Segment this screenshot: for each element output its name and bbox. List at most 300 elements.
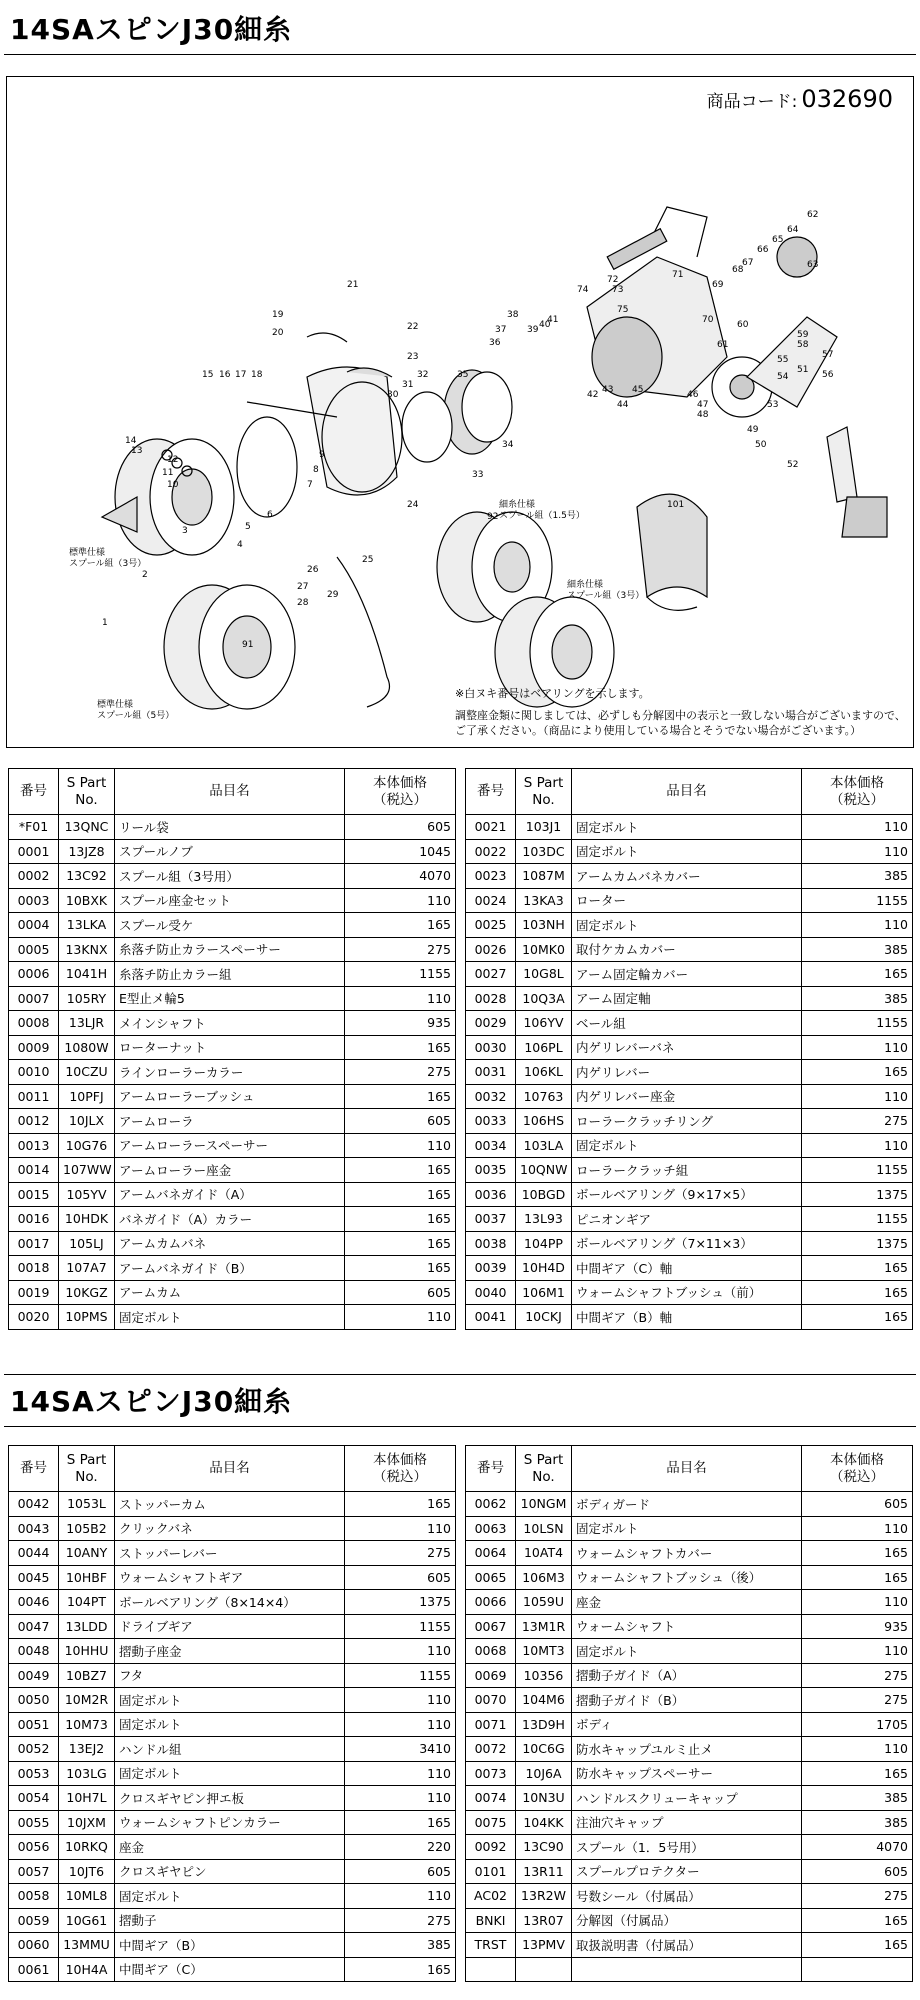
svg-text:31: 31 <box>402 380 414 390</box>
table-row <box>466 1810 913 1835</box>
table-header-row <box>466 1446 913 1492</box>
part-price: 275 <box>802 1688 913 1713</box>
table-row <box>466 864 913 889</box>
svg-text:45: 45 <box>632 385 644 395</box>
part-code: 103LA <box>516 1133 572 1158</box>
part-price: 165 <box>345 913 456 938</box>
part-name: アームカム <box>115 1280 345 1305</box>
svg-text:33: 33 <box>472 470 484 480</box>
part-index: 0004 <box>9 913 59 938</box>
svg-text:51: 51 <box>797 365 809 375</box>
part-price: 605 <box>345 1109 456 1134</box>
table-row <box>466 839 913 864</box>
part-code: 10G8L <box>516 962 572 987</box>
part-price: 110 <box>802 839 913 864</box>
part-price: 165 <box>345 1256 456 1281</box>
part-name: 固定ボルト <box>115 1761 345 1786</box>
spool-fine3-label-1: 細糸仕様 <box>567 580 604 590</box>
table-row <box>466 1541 913 1566</box>
product-code-value: 032690 <box>801 85 893 113</box>
part-code: 1080W <box>59 1035 115 1060</box>
part-index: 0048 <box>9 1639 59 1664</box>
header-price: 本体価格 （税込） <box>345 769 456 815</box>
part-index: 0058 <box>9 1884 59 1909</box>
svg-text:24: 24 <box>407 500 419 510</box>
table-row <box>9 1565 456 1590</box>
header-part-no: S Part No. <box>59 1446 115 1492</box>
part-price: 110 <box>345 1688 456 1713</box>
part-code: 10356 <box>516 1663 572 1688</box>
part-index: 0005 <box>9 937 59 962</box>
table-row <box>466 1060 913 1085</box>
part-code: 10LSN <box>516 1516 572 1541</box>
part-code: 106M1 <box>516 1280 572 1305</box>
part-index: 0068 <box>466 1639 516 1664</box>
part-price: 110 <box>802 815 913 840</box>
part-index: AC02 <box>466 1884 516 1909</box>
title-rule-2 <box>4 1426 916 1427</box>
table-row <box>466 1207 913 1232</box>
part-code: 13D9H <box>516 1712 572 1737</box>
part-price: 605 <box>802 1859 913 1884</box>
part-price: 165 <box>802 1305 913 1330</box>
part-code: 106PL <box>516 1035 572 1060</box>
table-row <box>466 1761 913 1786</box>
header-part-no: S Part No. <box>59 769 115 815</box>
header-price: 本体価格 （税込） <box>802 769 913 815</box>
svg-text:69: 69 <box>712 280 724 290</box>
table-row <box>466 1256 913 1281</box>
part-index: 0032 <box>466 1084 516 1109</box>
part-code: 10Q3A <box>516 986 572 1011</box>
part-name: 固定ボルト <box>115 1884 345 1909</box>
part-index: 0057 <box>9 1859 59 1884</box>
header-price: 本体価格 （税込） <box>345 1446 456 1492</box>
part-price: 385 <box>802 986 913 1011</box>
svg-text:68: 68 <box>732 265 744 275</box>
svg-text:47: 47 <box>697 400 709 410</box>
part-code: 1087M <box>516 864 572 889</box>
part-code: 10MT3 <box>516 1639 572 1664</box>
part-index: 0026 <box>466 937 516 962</box>
svg-text:19: 19 <box>272 310 284 320</box>
part-code: 105LJ <box>59 1231 115 1256</box>
svg-text:16: 16 <box>219 370 231 380</box>
part-name: アームバネガイド（B） <box>115 1256 345 1281</box>
part-price: 165 <box>345 1957 456 1982</box>
svg-text:38: 38 <box>507 310 519 320</box>
svg-text:66: 66 <box>757 245 769 255</box>
svg-text:74: 74 <box>577 285 589 295</box>
part-price: 110 <box>345 1761 456 1786</box>
part-index: 0038 <box>466 1231 516 1256</box>
part-name: ラインローラーカラー <box>115 1060 345 1085</box>
part-price: 110 <box>345 986 456 1011</box>
table-row <box>9 815 456 840</box>
part-index: 0029 <box>466 1011 516 1036</box>
table-row <box>9 1639 456 1664</box>
part-price: 165 <box>345 1492 456 1517</box>
part-name: 中間ギア（C） <box>115 1957 345 1982</box>
part-code: 1053L <box>59 1492 115 1517</box>
part-name: アームカムバネカバー <box>572 864 802 889</box>
part-index: 0007 <box>9 986 59 1011</box>
part-price: 110 <box>345 1516 456 1541</box>
exploded-diagram <box>6 76 914 748</box>
svg-text:92: 92 <box>487 512 499 522</box>
part-code: 13KNX <box>59 937 115 962</box>
table-row <box>9 1835 456 1860</box>
part-index: 0069 <box>466 1663 516 1688</box>
part-code: 13LJR <box>59 1011 115 1036</box>
part-code: 104PT <box>59 1590 115 1615</box>
part-index: 0020 <box>9 1305 59 1330</box>
part-price: 110 <box>802 1639 913 1664</box>
part-price: 275 <box>802 1109 913 1134</box>
part-code: 10RKQ <box>59 1835 115 1860</box>
part-price: 385 <box>802 1786 913 1811</box>
part-name: ストッパーレバー <box>115 1541 345 1566</box>
part-code: 13KA3 <box>516 888 572 913</box>
svg-text:50: 50 <box>755 440 767 450</box>
header-name: 品目名 <box>115 1446 345 1492</box>
part-code: 107A7 <box>59 1256 115 1281</box>
part-price: 165 <box>345 1810 456 1835</box>
part-price: 110 <box>345 1305 456 1330</box>
part-index: 0009 <box>9 1035 59 1060</box>
part-name: リール袋 <box>115 815 345 840</box>
part-price: 385 <box>345 1933 456 1958</box>
part-index: BNKI <box>466 1908 516 1933</box>
part-code: 13LKA <box>59 913 115 938</box>
part-price: 165 <box>345 1035 456 1060</box>
part-price: 110 <box>802 913 913 938</box>
svg-text:65: 65 <box>772 235 784 245</box>
table-row <box>9 1761 456 1786</box>
part-index: 0045 <box>9 1565 59 1590</box>
table-row <box>9 1859 456 1884</box>
part-code: 13R11 <box>516 1859 572 1884</box>
part-code: 10C6G <box>516 1737 572 1762</box>
svg-text:101: 101 <box>667 500 685 510</box>
spool-std5-drawing <box>164 585 295 709</box>
part-code: 105B2 <box>59 1516 115 1541</box>
part-name: 固定ボルト <box>572 839 802 864</box>
part-price: 935 <box>345 1011 456 1036</box>
part-name: ウォームシャフト <box>572 1614 802 1639</box>
part-index: 0033 <box>466 1109 516 1134</box>
page-title: 14SAスピンJ30細糸 <box>10 13 293 46</box>
part-name: ハンドル組 <box>115 1737 345 1762</box>
part-index: 0028 <box>466 986 516 1011</box>
part-code: 104PP <box>516 1231 572 1256</box>
part-name: 摺動子ガイド（B） <box>572 1688 802 1713</box>
part-code: 10H4A <box>59 1957 115 1982</box>
clutch-drawing <box>402 370 512 462</box>
table-header-row <box>9 769 456 815</box>
part-code: 1059U <box>516 1590 572 1615</box>
part-name: 摺動子ガイド（A） <box>572 1663 802 1688</box>
part-index: 0016 <box>9 1207 59 1232</box>
svg-text:27: 27 <box>297 582 309 592</box>
header-no: 番号 <box>9 769 59 815</box>
part-name: ウォームシャフトブッシュ（後） <box>572 1565 802 1590</box>
table-row <box>9 1663 456 1688</box>
part-name: ハンドルスクリューキャップ <box>572 1786 802 1811</box>
part-price: 605 <box>345 1859 456 1884</box>
part-code: 13EJ2 <box>59 1737 115 1762</box>
table-row <box>466 986 913 1011</box>
table-row <box>466 1859 913 1884</box>
part-price: 4070 <box>802 1835 913 1860</box>
part-name: ローラークラッチリング <box>572 1109 802 1134</box>
part-index: 0001 <box>9 839 59 864</box>
svg-text:8: 8 <box>313 465 319 475</box>
part-price: 165 <box>345 1231 456 1256</box>
part-price: 605 <box>345 1565 456 1590</box>
part-name: 取扱説明書（付属品） <box>572 1933 802 1958</box>
part-name: ローラークラッチ組 <box>572 1158 802 1183</box>
body-drawing <box>587 207 727 397</box>
part-code: 105RY <box>59 986 115 1011</box>
part-price: 605 <box>345 1280 456 1305</box>
part-name: 中間ギア（C）軸 <box>572 1256 802 1281</box>
part-name: 糸落チ防止カラースペーサー <box>115 937 345 962</box>
part-index: 0030 <box>466 1035 516 1060</box>
part-name: 中間ギア（B） <box>115 1933 345 1958</box>
part-price: 110 <box>802 1590 913 1615</box>
part-price: 110 <box>802 1737 913 1762</box>
part-index: 0037 <box>466 1207 516 1232</box>
part-index: 0014 <box>9 1158 59 1183</box>
table-row <box>466 888 913 913</box>
part-name: 固定ボルト <box>572 815 802 840</box>
part-name: メインシャフト <box>115 1011 345 1036</box>
header-price: 本体価格 （税込） <box>802 1446 913 1492</box>
part-code: 10H7L <box>59 1786 115 1811</box>
svg-text:22: 22 <box>407 322 419 332</box>
parts-table-2-right <box>465 1445 913 1982</box>
svg-text:21: 21 <box>347 280 359 290</box>
part-index: 0074 <box>466 1786 516 1811</box>
part-price: 275 <box>345 937 456 962</box>
header-name: 品目名 <box>572 1446 802 1492</box>
table-row <box>9 986 456 1011</box>
part-index: 0015 <box>9 1182 59 1207</box>
part-index: 0071 <box>466 1712 516 1737</box>
part-name: アームローラー座金 <box>115 1158 345 1183</box>
part-index: 0072 <box>466 1737 516 1762</box>
table-row <box>466 815 913 840</box>
part-name: クロスギヤピン <box>115 1859 345 1884</box>
part-index: 0056 <box>9 1835 59 1860</box>
washer-note-1: 調整座金類に関しましては、必ずしも分解図中の表示と一致しない場合がございますので、 <box>455 709 906 722</box>
part-name: 中間ギア（B）軸 <box>572 1305 802 1330</box>
part-code: 10HBF <box>59 1565 115 1590</box>
table-header-row <box>9 1446 456 1492</box>
table-row <box>9 1933 456 1958</box>
part-name: 内ゲリレバー <box>572 1060 802 1085</box>
part-code: 10M2R <box>59 1688 115 1713</box>
parts-table-1-left <box>8 768 456 1330</box>
table-row <box>466 1109 913 1134</box>
part-name: スプール座金セット <box>115 888 345 913</box>
page-title-2: 14SAスピンJ30細糸 <box>10 1385 293 1418</box>
part-index: 0023 <box>466 864 516 889</box>
table-row <box>9 1256 456 1281</box>
part-name: ピニオンギア <box>572 1207 802 1232</box>
part-price: 110 <box>345 1786 456 1811</box>
svg-text:10: 10 <box>167 480 179 490</box>
part-code: 10JLX <box>59 1109 115 1134</box>
part-name: 固定ボルト <box>572 1133 802 1158</box>
svg-text:60: 60 <box>737 320 749 330</box>
part-name: 固定ボルト <box>115 1688 345 1713</box>
table-row <box>9 1492 456 1517</box>
part-index: 0101 <box>466 1859 516 1884</box>
part-code: 106HS <box>516 1109 572 1134</box>
header-no: 番号 <box>466 769 516 815</box>
part-code: 10G61 <box>59 1908 115 1933</box>
part-index: 0059 <box>9 1908 59 1933</box>
part-price: 1155 <box>345 1663 456 1688</box>
part-index: 0036 <box>466 1182 516 1207</box>
part-index: 0027 <box>466 962 516 987</box>
part-code: 103NH <box>516 913 572 938</box>
part-name: E型止メ輪5 <box>115 986 345 1011</box>
header-name: 品目名 <box>572 769 802 815</box>
part-code: 103LG <box>59 1761 115 1786</box>
reel-diagram-drawing <box>7 77 913 747</box>
part-name: 注油穴キャップ <box>572 1810 802 1835</box>
part-index: 0021 <box>466 815 516 840</box>
svg-text:56: 56 <box>822 370 834 380</box>
table-row <box>9 962 456 987</box>
part-index: 0060 <box>9 1933 59 1958</box>
table-row <box>9 1810 456 1835</box>
part-name: アームカムバネ <box>115 1231 345 1256</box>
part-index: 0044 <box>9 1541 59 1566</box>
part-price: 165 <box>802 1541 913 1566</box>
part-code: 10JXM <box>59 1810 115 1835</box>
part-index: 0017 <box>9 1231 59 1256</box>
part-price: 165 <box>345 1158 456 1183</box>
table-row <box>466 1908 913 1933</box>
part-price: 605 <box>802 1492 913 1517</box>
svg-text:57: 57 <box>822 350 834 360</box>
table-row <box>466 1084 913 1109</box>
part-code: 104KK <box>516 1810 572 1835</box>
part-name: 号数シール（付属品） <box>572 1884 802 1909</box>
table-row <box>9 1231 456 1256</box>
part-price: 165 <box>802 1280 913 1305</box>
part-name: アーム固定軸 <box>572 986 802 1011</box>
svg-text:29: 29 <box>327 590 339 600</box>
table-row <box>466 1688 913 1713</box>
svg-text:53: 53 <box>767 400 779 410</box>
spool-std5-label-2: スプール組（5号） <box>97 711 175 721</box>
svg-text:37: 37 <box>495 325 507 335</box>
table-row <box>466 1516 913 1541</box>
table-row <box>9 1207 456 1232</box>
table-row <box>9 1712 456 1737</box>
table-row <box>466 1933 913 1958</box>
part-price: 165 <box>345 1182 456 1207</box>
part-code: 1041H <box>59 962 115 987</box>
svg-text:12: 12 <box>167 455 179 465</box>
svg-text:58: 58 <box>797 340 809 350</box>
part-name: ウォームシャフトブッシュ（前） <box>572 1280 802 1305</box>
part-price: 605 <box>345 815 456 840</box>
part-code: 10NGM <box>516 1492 572 1517</box>
part-index: 0041 <box>466 1305 516 1330</box>
part-name: ウォームシャフトカバー <box>572 1541 802 1566</box>
part-index: 0051 <box>9 1712 59 1737</box>
svg-text:42: 42 <box>587 390 599 400</box>
svg-text:6: 6 <box>267 510 273 520</box>
part-index: 0019 <box>9 1280 59 1305</box>
washer-note-2: ご了承ください。（商品により使用している場合とそうでない場合がございます。） <box>455 724 862 737</box>
part-price <box>802 1957 913 1982</box>
svg-text:5: 5 <box>245 522 251 532</box>
spool-fine15-label-1: 細糸仕様 <box>499 500 536 510</box>
part-index: 0047 <box>9 1614 59 1639</box>
table-row <box>466 1492 913 1517</box>
svg-text:43: 43 <box>602 385 614 395</box>
part-name: スプール組（3号用） <box>115 864 345 889</box>
svg-text:30: 30 <box>387 390 399 400</box>
part-index: 0018 <box>9 1256 59 1281</box>
part-name: 内ゲリレバーバネ <box>572 1035 802 1060</box>
part-code: 10QNW <box>516 1158 572 1183</box>
part-name: スプールプロテクター <box>572 1859 802 1884</box>
part-index: 0025 <box>466 913 516 938</box>
table-row <box>9 1908 456 1933</box>
svg-text:71: 71 <box>672 270 684 280</box>
svg-text:14: 14 <box>125 436 137 446</box>
svg-text:35: 35 <box>457 370 469 380</box>
part-code: 13MMU <box>59 1933 115 1958</box>
spool-std5-label-1: 標準仕様 <box>97 700 134 710</box>
part-code: 13PMV <box>516 1933 572 1958</box>
part-code: 10ANY <box>59 1541 115 1566</box>
part-index: 0075 <box>466 1810 516 1835</box>
svg-text:7: 7 <box>307 480 313 490</box>
part-price: 110 <box>802 1035 913 1060</box>
svg-text:26: 26 <box>307 565 319 575</box>
svg-text:61: 61 <box>717 340 729 350</box>
part-price: 110 <box>345 1133 456 1158</box>
svg-text:34: 34 <box>502 440 514 450</box>
part-code: 10HHU <box>59 1639 115 1664</box>
svg-text:23: 23 <box>407 352 419 362</box>
part-name: 固定ボルト <box>115 1712 345 1737</box>
part-index: TRST <box>466 1933 516 1958</box>
table-row <box>466 1182 913 1207</box>
part-code: 10PFJ <box>59 1084 115 1109</box>
svg-text:32: 32 <box>417 370 429 380</box>
table-row <box>9 1786 456 1811</box>
part-index: 0042 <box>9 1492 59 1517</box>
part-price: 165 <box>802 1565 913 1590</box>
part-code: 10N3U <box>516 1786 572 1811</box>
part-index: 0003 <box>9 888 59 913</box>
table-row <box>9 1884 456 1909</box>
table-row <box>466 1712 913 1737</box>
svg-text:91: 91 <box>242 640 254 650</box>
part-code: 106KL <box>516 1060 572 1085</box>
part-code: 10G76 <box>59 1133 115 1158</box>
